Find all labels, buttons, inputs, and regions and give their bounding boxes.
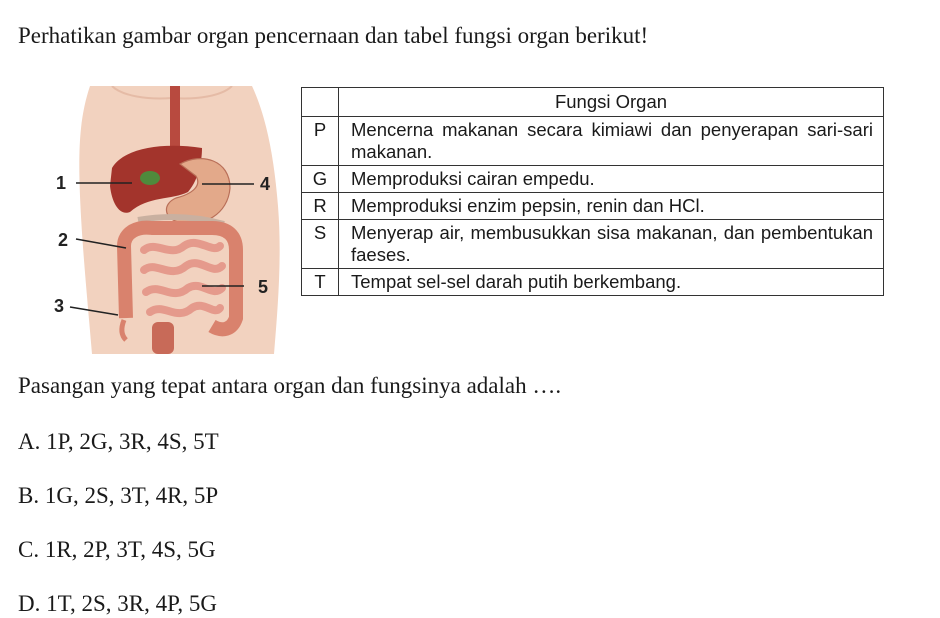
rectum	[152, 322, 174, 354]
row-letter: S	[302, 220, 339, 269]
table-row	[302, 166, 884, 193]
row-function: Mencerna makanan secara kimiawi dan penyerapan sari-sari makanan.	[339, 117, 884, 166]
organ-function-table	[301, 87, 884, 296]
table-header-row	[302, 88, 884, 117]
row-function: Memproduksi enzim pepsin, renin dan HCl.	[339, 193, 884, 220]
digestive-system-figure	[52, 86, 292, 354]
row-function: Memproduksi cairan empedu.	[339, 166, 884, 193]
option-text: 1G, 2S, 3T, 4R, 5P	[44, 483, 219, 508]
table-row	[302, 193, 884, 220]
option-label: B.	[18, 483, 40, 508]
question-prompt: Pasangan yang tepat antara organ dan fungsinya adalah ….	[18, 373, 562, 398]
answer-option-a[interactable]	[18, 428, 219, 456]
row-function: Tempat sel-sel darah putih berkembang.	[339, 269, 884, 296]
figure-label-5: 5	[258, 277, 269, 297]
figure-label-2: 2	[58, 230, 69, 250]
option-text: 1P, 2G, 3R, 4S, 5T	[46, 429, 219, 454]
table-header-blank	[302, 88, 339, 117]
row-letter: T	[302, 269, 339, 296]
row-letter: P	[302, 117, 339, 166]
table-row	[302, 220, 884, 269]
option-text: 1T, 2S, 3R, 4P, 5G	[46, 591, 217, 616]
figure-label-1: 1	[56, 173, 67, 193]
table-row	[302, 117, 884, 166]
answer-option-b[interactable]	[18, 482, 218, 510]
figure-label-4: 4	[260, 174, 271, 194]
row-function: Menyerap air, membusukkan sisa makanan, dan pembentukan faeses.	[339, 220, 884, 269]
row-letter: G	[302, 166, 339, 193]
figure-label-3: 3	[54, 296, 65, 316]
answer-option-d[interactable]	[18, 590, 217, 618]
row-letter: R	[302, 193, 339, 220]
answer-option-c[interactable]	[18, 536, 216, 564]
question-text: Perhatikan gambar organ pencernaan dan tabel fungsi organ berikut!	[18, 23, 649, 48]
option-text: 1R, 2P, 3T, 4S, 5G	[44, 537, 216, 562]
gallbladder	[140, 171, 160, 185]
table-header-title: Fungsi Organ	[339, 88, 884, 117]
option-label: D.	[18, 591, 41, 616]
option-label: C.	[18, 537, 40, 562]
table-row	[302, 269, 884, 296]
option-label: A.	[18, 429, 41, 454]
